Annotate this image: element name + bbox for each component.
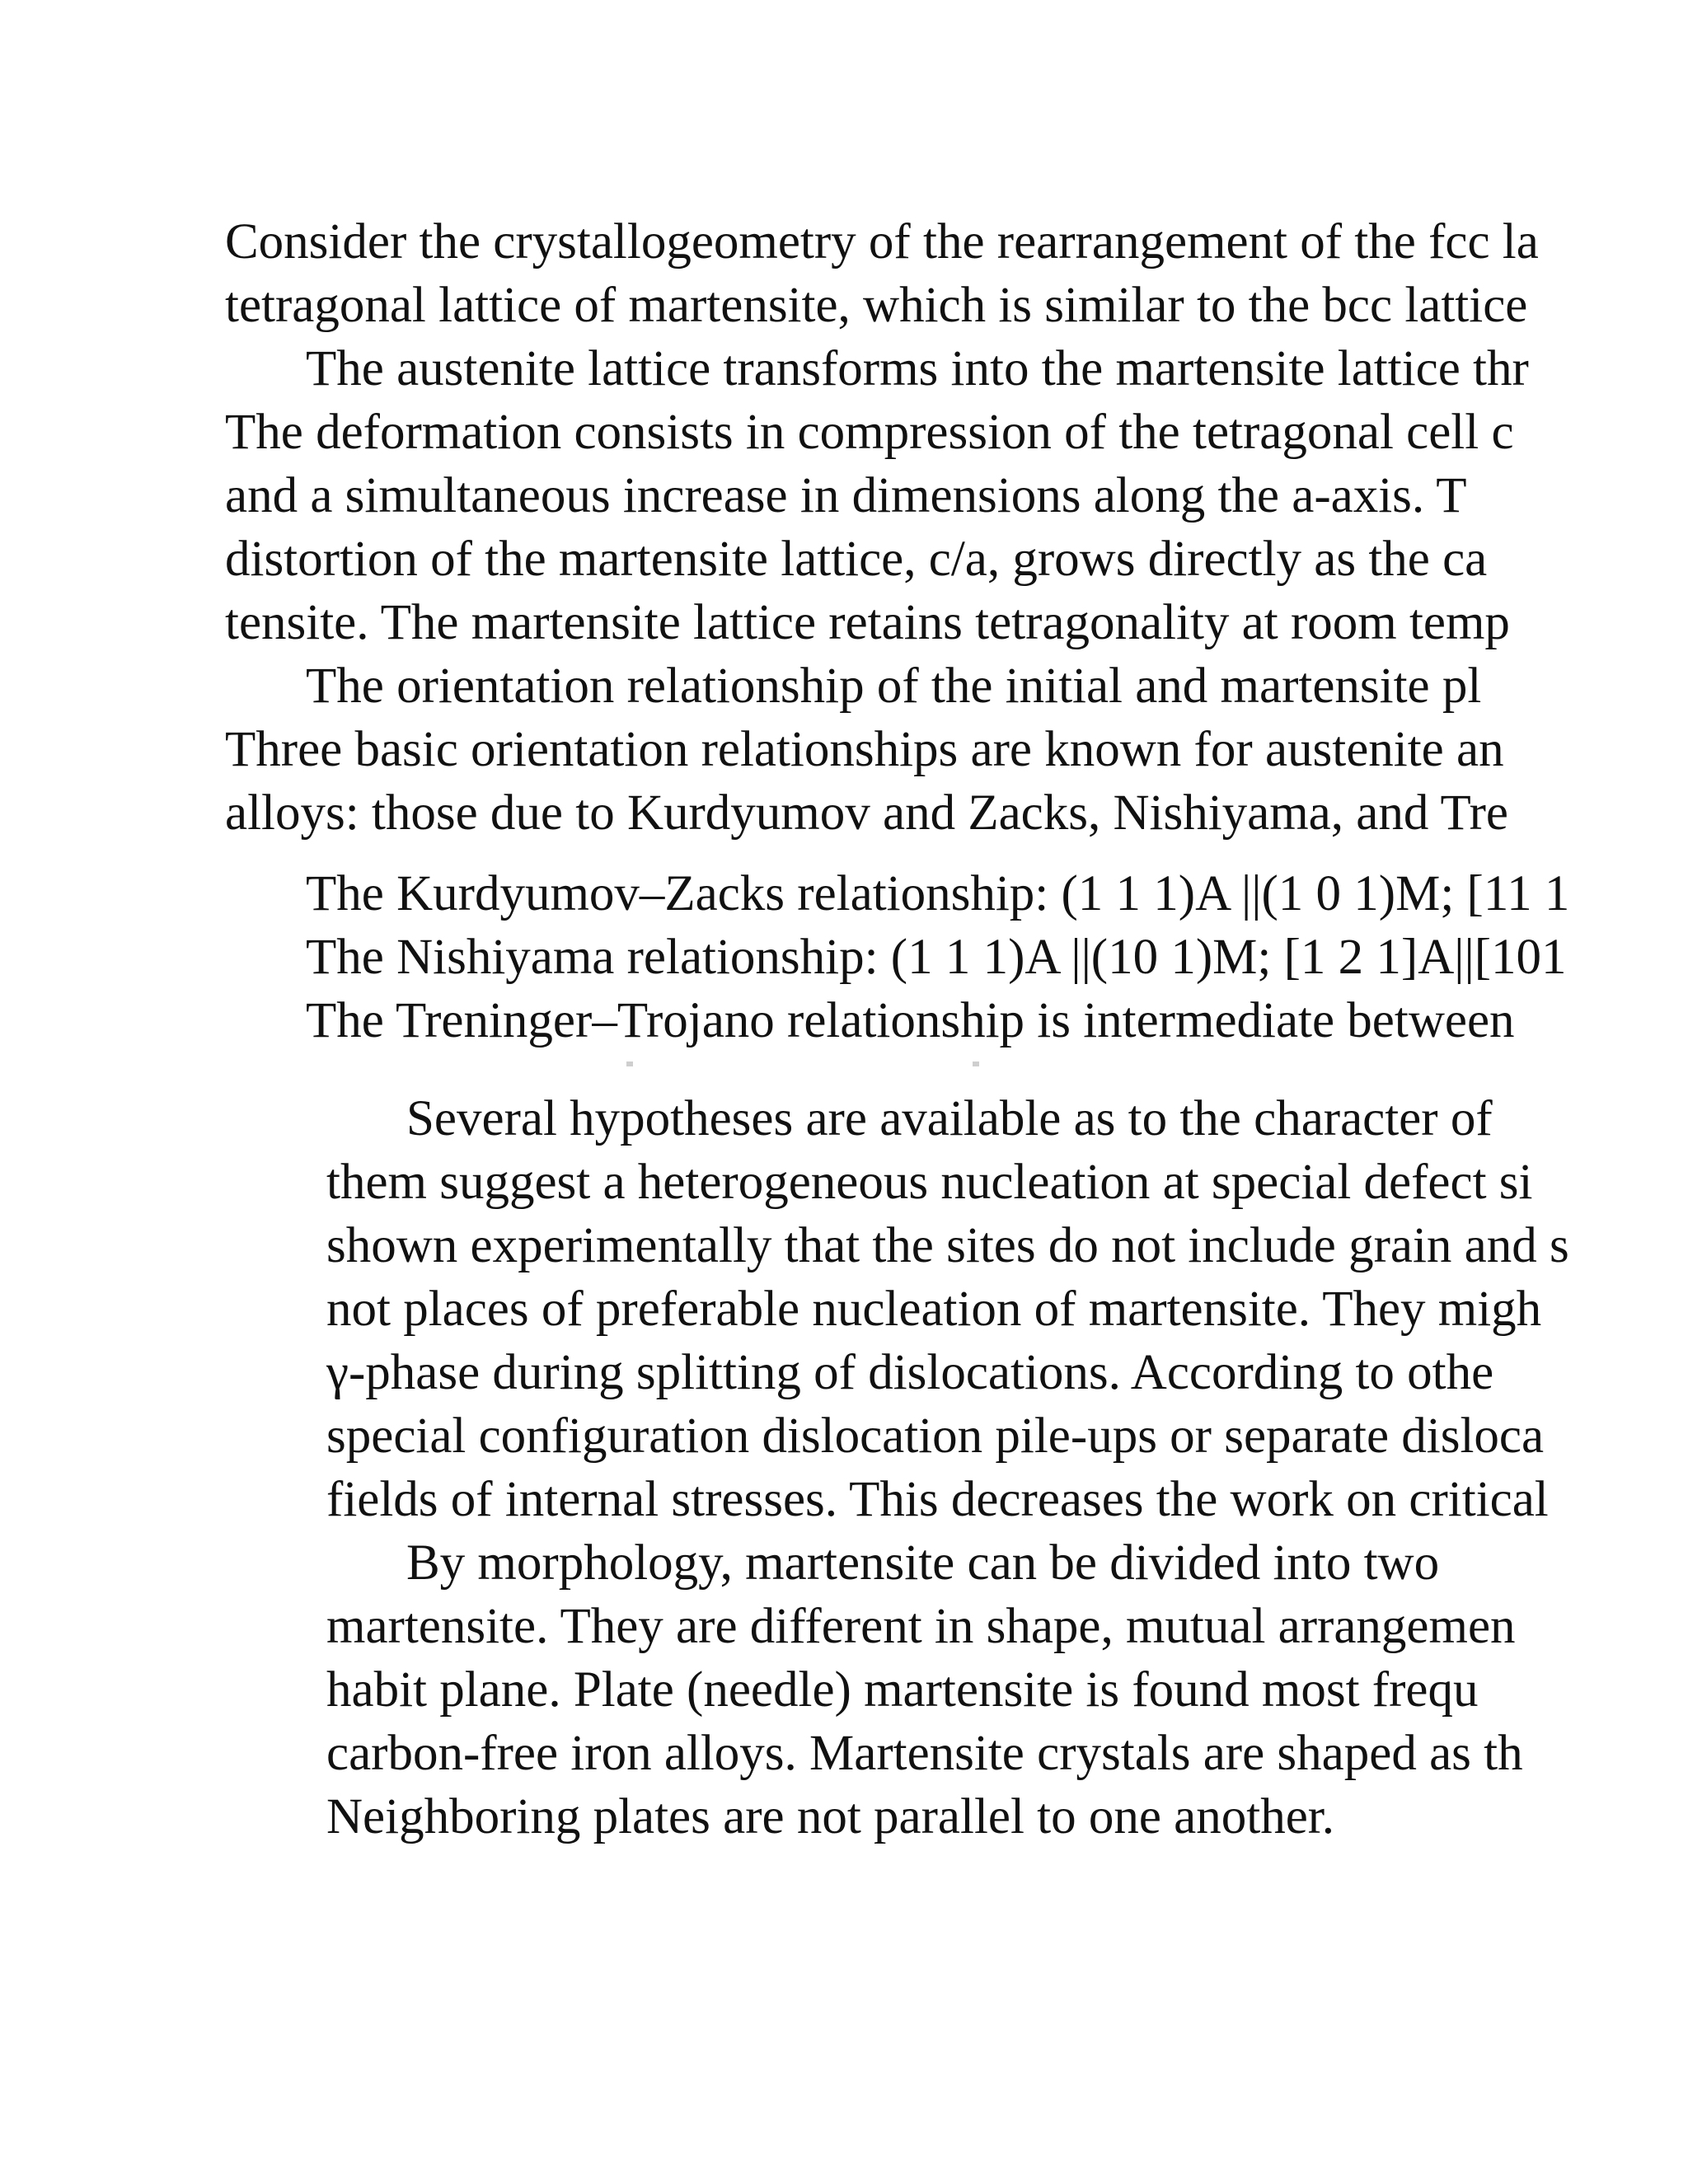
text-line: distortion of the martensite lattice, c/a, grows directly as the ca [225,532,1488,587]
text-line: and a simultaneous increase in dimensions along the a-axis. T [225,468,1467,523]
text-line: γ-phase during splitting of dislocations. According to othe [326,1345,1494,1400]
text-line: carbon-free iron alloys. Martensite crystals are shaped as th [326,1726,1523,1781]
cropped-line-artifact [626,1062,1253,1066]
text-line: The deformation consists in compression of the tetragonal cell c [225,405,1514,460]
relationship-kurdyumov-zacks: The Kurdyumov–Zacks relationship: (1 1 1)A ||(1 0 1)M; [11 1 [306,866,1570,921]
text-line: alloys: those due to Kurdyumov and Zacks, Nishiyama, and Tre [225,785,1508,841]
text-line: special configuration dislocation pile-ups or separate disloca [326,1408,1545,1464]
text-line: The orientation relationship of the initial and martensite pl [306,658,1482,714]
text-line: them suggest a heterogeneous nucleation at special defect si [326,1155,1533,1210]
text-line: fields of internal stresses. This decreases the work on critical [326,1472,1549,1527]
text-line: Several hypotheses are available as to the character of [406,1091,1493,1146]
text-line: Three basic orientation relationships are known for austenite an [225,722,1504,777]
relationship-nishiyama: The Nishiyama relationship: (1 1 1)A ||(10 1)M; [1 2 1]A||[101 [306,930,1567,985]
text-line: habit plane. Plate (needle) martensite is found most frequ [326,1662,1479,1718]
text-line: shown experimentally that the sites do not include grain and s [326,1218,1569,1273]
relationship-treninger-trojano: The Treninger–Trojano relationship is intermediate between [306,993,1515,1048]
text-line: By morphology, martensite can be divided into two [406,1535,1440,1591]
text-line: Neighboring plates are not parallel to one another. [326,1789,1334,1844]
text-line: Consider the crystallogeometry of the rearrangement of the fcc la [225,214,1539,269]
text-line: martensite. They are different in shape, mutual arrangemen [326,1599,1516,1654]
text-line: tensite. The martensite lattice retains tetragonality at room temp [225,595,1510,650]
text-line: The austenite lattice transforms into the martensite lattice thr [306,341,1529,396]
text-line: tetragonal lattice of martensite, which is similar to the bcc lattice [225,278,1528,333]
text-line: not places of preferable nucleation of martensite. They migh [326,1282,1542,1337]
